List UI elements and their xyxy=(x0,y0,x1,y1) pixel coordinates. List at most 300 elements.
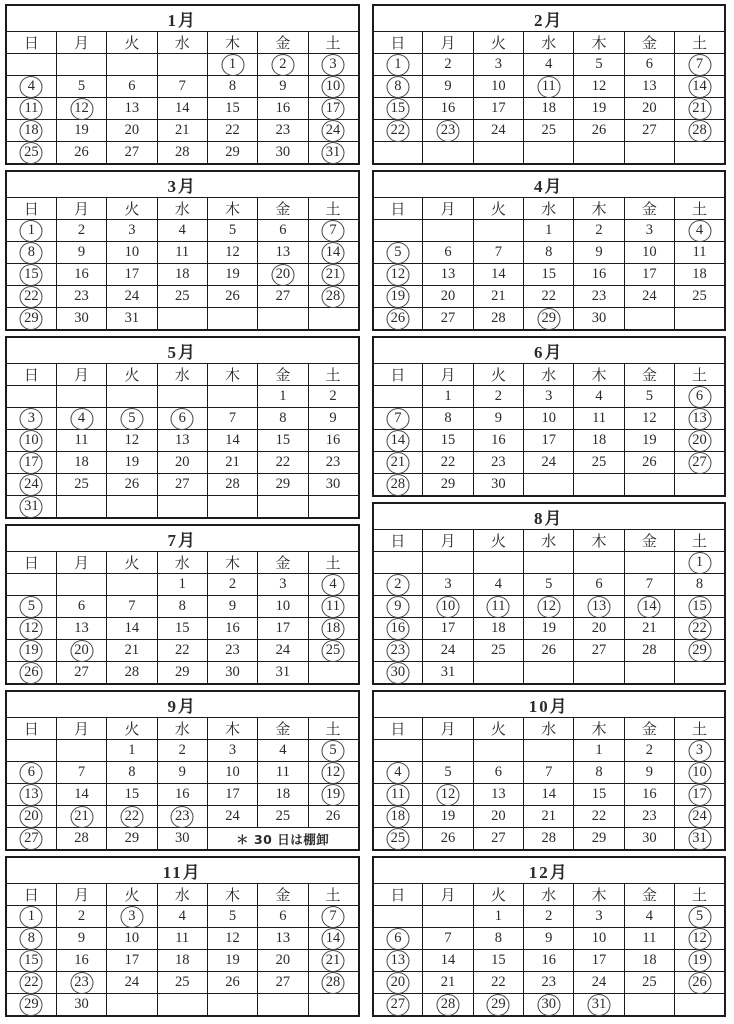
month-calendar-11 xyxy=(5,856,360,1017)
week-row xyxy=(373,474,726,497)
day-number: 31 xyxy=(275,664,291,680)
day-cell xyxy=(423,928,473,950)
day-cell xyxy=(675,596,725,618)
day-number: 19 xyxy=(440,808,456,824)
day-number: 17 xyxy=(124,266,140,282)
day-number: 19 xyxy=(325,786,341,802)
empty-cell xyxy=(373,740,423,762)
day-number: 18 xyxy=(74,454,89,470)
day-number: 28 xyxy=(124,664,140,680)
day-cell xyxy=(624,120,674,142)
day-cell xyxy=(473,784,523,806)
day-number: 21 xyxy=(174,122,190,138)
day-cell xyxy=(157,474,207,496)
day-cell xyxy=(6,264,56,286)
week-row xyxy=(373,640,726,662)
day-number: 29 xyxy=(24,996,39,1012)
day-number: 9 xyxy=(595,244,603,260)
day-number: 27 xyxy=(692,454,707,470)
day-cell xyxy=(574,54,624,76)
day-number: 30 xyxy=(174,830,190,846)
day-cell xyxy=(56,452,106,474)
empty-cell xyxy=(624,552,674,574)
day-number: 18 xyxy=(491,620,506,636)
day-number: 3 xyxy=(695,742,704,758)
day-number: 15 xyxy=(390,100,406,116)
day-cell xyxy=(107,286,157,308)
day-cell xyxy=(107,662,157,685)
day-cell xyxy=(473,640,523,662)
day-number: 21 xyxy=(225,454,240,470)
day-number: 27 xyxy=(74,664,89,680)
day-number: 29 xyxy=(591,830,607,846)
day-cell xyxy=(524,452,574,474)
day-cell xyxy=(56,618,106,640)
day-cell xyxy=(624,574,674,596)
weekday-header-3: 水 xyxy=(524,530,574,552)
day-number: 21 xyxy=(390,454,406,470)
day-cell xyxy=(258,928,308,950)
day-cell xyxy=(6,828,56,851)
day-number: 8 xyxy=(595,764,603,780)
day-cell xyxy=(423,452,473,474)
weekday-header-1: 月 xyxy=(56,364,106,386)
day-number: 17 xyxy=(24,454,39,470)
month-calendar-8 xyxy=(372,502,727,685)
day-number: 30 xyxy=(541,996,556,1012)
day-cell xyxy=(524,806,574,828)
week-row xyxy=(6,386,359,408)
empty-cell xyxy=(373,386,423,408)
weekday-header-3: 水 xyxy=(524,32,574,54)
day-number: 23 xyxy=(642,808,657,824)
day-number: 21 xyxy=(541,808,556,824)
day-number: 3 xyxy=(128,908,136,924)
empty-cell xyxy=(624,994,674,1017)
day-number: 17 xyxy=(692,786,707,802)
day-cell xyxy=(6,98,56,120)
day-cell xyxy=(675,972,725,994)
day-number: 20 xyxy=(692,432,707,448)
empty-cell xyxy=(207,994,257,1017)
day-number: 9 xyxy=(228,598,237,614)
day-cell xyxy=(258,142,308,165)
day-cell xyxy=(6,928,56,950)
day-number: 11 xyxy=(541,78,556,94)
month-title: 8月 xyxy=(373,503,726,530)
day-number: 23 xyxy=(325,454,341,470)
day-cell xyxy=(308,452,358,474)
day-number: 2 xyxy=(444,56,452,72)
week-row xyxy=(373,286,726,308)
day-number: 3 xyxy=(545,388,553,404)
empty-cell xyxy=(624,142,674,165)
day-number: 25 xyxy=(491,642,506,658)
empty-cell xyxy=(373,552,423,574)
day-cell xyxy=(524,994,574,1017)
day-cell xyxy=(574,430,624,452)
day-number: 21 xyxy=(692,100,707,116)
weekday-header-row xyxy=(373,364,726,386)
weekday-header-4: 木 xyxy=(207,364,257,386)
day-number: 23 xyxy=(541,974,556,990)
day-number: 3 xyxy=(27,410,36,426)
day-number: 25 xyxy=(74,476,89,492)
day-number: 27 xyxy=(124,144,140,160)
weekday-header-4: 木 xyxy=(574,718,624,740)
day-cell xyxy=(473,452,523,474)
day-number: 11 xyxy=(491,598,506,614)
week-row xyxy=(6,740,359,762)
day-cell xyxy=(107,740,157,762)
weekday-header-6: 土 xyxy=(675,530,725,552)
day-number: 14 xyxy=(491,266,506,282)
day-cell xyxy=(675,806,725,828)
day-cell xyxy=(373,762,423,784)
day-number: 1 xyxy=(279,388,287,404)
weekday-header-row xyxy=(6,364,359,386)
day-number: 31 xyxy=(124,310,140,326)
month-title-row xyxy=(373,503,726,530)
day-cell xyxy=(308,98,358,120)
day-number: 27 xyxy=(642,122,657,138)
day-number: 25 xyxy=(174,288,190,304)
day-number: 19 xyxy=(541,620,556,636)
day-cell xyxy=(423,264,473,286)
weekday-header-6: 土 xyxy=(675,884,725,906)
empty-cell xyxy=(624,662,674,685)
day-number: 26 xyxy=(692,974,707,990)
day-cell xyxy=(107,828,157,851)
day-cell xyxy=(207,220,257,242)
day-cell xyxy=(308,784,358,806)
day-cell xyxy=(258,430,308,452)
day-number: 16 xyxy=(491,432,506,448)
day-number: 18 xyxy=(275,786,291,802)
day-cell xyxy=(107,806,157,828)
day-cell xyxy=(624,76,674,98)
day-cell xyxy=(624,264,674,286)
day-number: 13 xyxy=(440,266,456,282)
day-cell xyxy=(308,574,358,596)
weekday-header-0: 日 xyxy=(373,530,423,552)
day-cell xyxy=(308,740,358,762)
empty-cell xyxy=(574,552,624,574)
day-cell xyxy=(308,430,358,452)
weekday-header-2: 火 xyxy=(107,552,157,574)
day-cell xyxy=(373,98,423,120)
day-cell xyxy=(207,98,257,120)
day-number: 29 xyxy=(275,476,291,492)
day-cell xyxy=(524,618,574,640)
day-cell xyxy=(6,242,56,264)
day-number: 19 xyxy=(74,122,89,138)
day-cell xyxy=(56,98,106,120)
day-cell xyxy=(473,906,523,928)
day-cell xyxy=(6,430,56,452)
day-number: 9 xyxy=(645,764,654,780)
empty-cell xyxy=(56,574,106,596)
day-number: 6 xyxy=(444,244,452,260)
day-cell xyxy=(524,574,574,596)
day-cell xyxy=(574,640,624,662)
day-number: 24 xyxy=(225,808,240,824)
day-number: 26 xyxy=(124,476,140,492)
day-cell xyxy=(258,220,308,242)
day-number: 20 xyxy=(275,952,291,968)
day-cell xyxy=(6,120,56,142)
day-number: 22 xyxy=(440,454,456,470)
day-number: 22 xyxy=(174,642,190,658)
day-cell xyxy=(473,264,523,286)
day-number: 8 xyxy=(228,78,237,94)
day-cell xyxy=(624,408,674,430)
week-row xyxy=(6,662,359,685)
weekday-header-0: 日 xyxy=(6,198,56,220)
empty-cell xyxy=(6,574,56,596)
day-number: 22 xyxy=(24,288,39,304)
day-cell xyxy=(157,662,207,685)
weekday-header-3: 水 xyxy=(157,552,207,574)
day-number: 5 xyxy=(329,742,337,758)
day-number: 8 xyxy=(27,930,36,946)
weekday-header-6: 土 xyxy=(308,364,358,386)
day-number: 19 xyxy=(124,454,140,470)
day-number: 23 xyxy=(74,974,89,990)
day-number: 24 xyxy=(440,642,456,658)
day-number: 26 xyxy=(225,974,240,990)
weekday-header-1: 月 xyxy=(56,198,106,220)
weekday-header-2: 火 xyxy=(107,364,157,386)
day-cell xyxy=(258,618,308,640)
empty-cell xyxy=(157,994,207,1017)
empty-cell xyxy=(207,496,257,519)
day-number: 23 xyxy=(440,122,456,138)
empty-cell xyxy=(107,386,157,408)
day-cell xyxy=(574,928,624,950)
day-number: 9 xyxy=(494,410,502,426)
day-number: 8 xyxy=(444,410,452,426)
day-number: 5 xyxy=(77,78,86,94)
month-title: 11月 xyxy=(6,857,359,884)
day-number: 20 xyxy=(24,808,39,824)
week-row xyxy=(6,596,359,618)
day-number: 15 xyxy=(24,266,39,282)
day-cell xyxy=(624,220,674,242)
day-cell xyxy=(56,906,106,928)
day-cell xyxy=(373,972,423,994)
day-cell xyxy=(107,762,157,784)
day-number: 14 xyxy=(390,432,406,448)
day-number: 27 xyxy=(390,996,406,1012)
day-number: 29 xyxy=(225,144,240,160)
day-cell xyxy=(473,806,523,828)
month-title-row xyxy=(6,857,359,884)
day-number: 13 xyxy=(390,952,406,968)
day-cell xyxy=(207,762,257,784)
day-cell xyxy=(373,408,423,430)
day-cell xyxy=(473,430,523,452)
day-number: 8 xyxy=(545,244,553,260)
day-number: 3 xyxy=(494,56,502,72)
day-cell xyxy=(157,784,207,806)
day-cell xyxy=(56,828,106,851)
day-number: 17 xyxy=(225,786,240,802)
day-cell xyxy=(624,640,674,662)
day-cell xyxy=(423,574,473,596)
day-number: 16 xyxy=(541,952,556,968)
day-number: 17 xyxy=(325,100,341,116)
day-number: 19 xyxy=(591,100,607,116)
day-number: 7 xyxy=(695,56,704,72)
empty-cell xyxy=(157,386,207,408)
weekday-header-5: 金 xyxy=(258,884,308,906)
day-cell xyxy=(56,806,106,828)
week-row xyxy=(373,806,726,828)
day-cell xyxy=(473,76,523,98)
day-cell xyxy=(423,98,473,120)
weekday-header-row xyxy=(6,32,359,54)
empty-cell xyxy=(473,220,523,242)
day-cell xyxy=(207,928,257,950)
day-number: 12 xyxy=(124,432,140,448)
empty-cell xyxy=(207,308,257,331)
day-number: 21 xyxy=(124,642,140,658)
weekday-header-0: 日 xyxy=(373,198,423,220)
day-number: 4 xyxy=(178,908,186,924)
day-cell xyxy=(373,76,423,98)
day-cell xyxy=(56,762,106,784)
day-cell xyxy=(207,264,257,286)
empty-cell xyxy=(524,740,574,762)
day-cell xyxy=(624,740,674,762)
day-number: 15 xyxy=(24,952,39,968)
day-number: 10 xyxy=(124,244,140,260)
day-cell xyxy=(157,828,207,851)
day-cell xyxy=(258,762,308,784)
empty-cell xyxy=(373,906,423,928)
day-number: 15 xyxy=(591,786,607,802)
month-title-row xyxy=(373,5,726,32)
day-number: 4 xyxy=(279,742,287,758)
day-number: 16 xyxy=(440,100,456,116)
day-number: 24 xyxy=(692,808,707,824)
day-cell xyxy=(524,286,574,308)
day-number: 24 xyxy=(541,454,556,470)
week-row xyxy=(6,828,359,851)
day-number: 19 xyxy=(225,266,240,282)
day-number: 29 xyxy=(440,476,456,492)
day-cell xyxy=(308,972,358,994)
day-cell xyxy=(308,806,358,828)
weekday-header-4: 木 xyxy=(574,884,624,906)
day-cell xyxy=(56,950,106,972)
empty-cell xyxy=(56,740,106,762)
day-cell xyxy=(107,242,157,264)
day-number: 28 xyxy=(390,476,406,492)
day-cell xyxy=(373,806,423,828)
day-number: 22 xyxy=(124,808,140,824)
week-row xyxy=(373,552,726,574)
day-cell xyxy=(473,928,523,950)
day-number: 14 xyxy=(74,786,89,802)
week-row xyxy=(6,906,359,928)
month-calendar-10 xyxy=(372,690,727,851)
day-cell xyxy=(473,596,523,618)
day-cell xyxy=(258,640,308,662)
day-number: 17 xyxy=(124,952,140,968)
day-number: 30 xyxy=(74,310,89,326)
empty-cell xyxy=(624,474,674,497)
day-number: 14 xyxy=(124,620,140,636)
day-cell xyxy=(107,950,157,972)
weekday-header-4: 木 xyxy=(574,32,624,54)
day-number: 7 xyxy=(178,78,186,94)
week-row xyxy=(373,408,726,430)
day-cell xyxy=(675,286,725,308)
day-cell xyxy=(574,286,624,308)
week-row xyxy=(373,220,726,242)
day-number: 24 xyxy=(591,974,607,990)
day-cell xyxy=(675,552,725,574)
week-row xyxy=(6,308,359,331)
day-cell xyxy=(675,740,725,762)
day-number: 4 xyxy=(27,78,36,94)
day-number: 2 xyxy=(545,908,553,924)
week-row xyxy=(373,928,726,950)
day-number: 18 xyxy=(692,266,707,282)
weekday-header-5: 金 xyxy=(258,552,308,574)
day-number: 13 xyxy=(591,598,607,614)
day-cell xyxy=(473,950,523,972)
empty-cell xyxy=(473,740,523,762)
day-cell xyxy=(308,906,358,928)
weekday-header-1: 月 xyxy=(423,364,473,386)
weekday-header-row xyxy=(6,198,359,220)
weekday-header-2: 火 xyxy=(107,884,157,906)
week-row xyxy=(373,762,726,784)
day-cell xyxy=(207,76,257,98)
month-title: 10月 xyxy=(373,691,726,718)
day-number: 2 xyxy=(228,576,237,592)
day-number: 17 xyxy=(642,266,657,282)
day-cell xyxy=(574,98,624,120)
day-number: 11 xyxy=(326,598,341,614)
day-number: 25 xyxy=(692,288,707,304)
day-cell xyxy=(157,596,207,618)
day-number: 1 xyxy=(695,554,704,570)
day-cell xyxy=(675,408,725,430)
day-number: 13 xyxy=(174,432,190,448)
weekday-header-row xyxy=(373,32,726,54)
weekday-header-5: 金 xyxy=(624,32,674,54)
day-cell xyxy=(624,242,674,264)
day-number: 25 xyxy=(541,122,556,138)
day-cell xyxy=(524,596,574,618)
empty-cell xyxy=(675,308,725,331)
day-cell xyxy=(524,220,574,242)
weekday-header-row xyxy=(6,552,359,574)
weekday-header-3: 水 xyxy=(157,718,207,740)
week-row xyxy=(373,906,726,928)
day-number: 14 xyxy=(440,952,456,968)
day-number: 28 xyxy=(174,144,190,160)
day-cell xyxy=(373,54,423,76)
day-cell xyxy=(308,640,358,662)
month-title-row xyxy=(6,525,359,552)
day-cell xyxy=(6,286,56,308)
day-number: 10 xyxy=(24,432,39,448)
